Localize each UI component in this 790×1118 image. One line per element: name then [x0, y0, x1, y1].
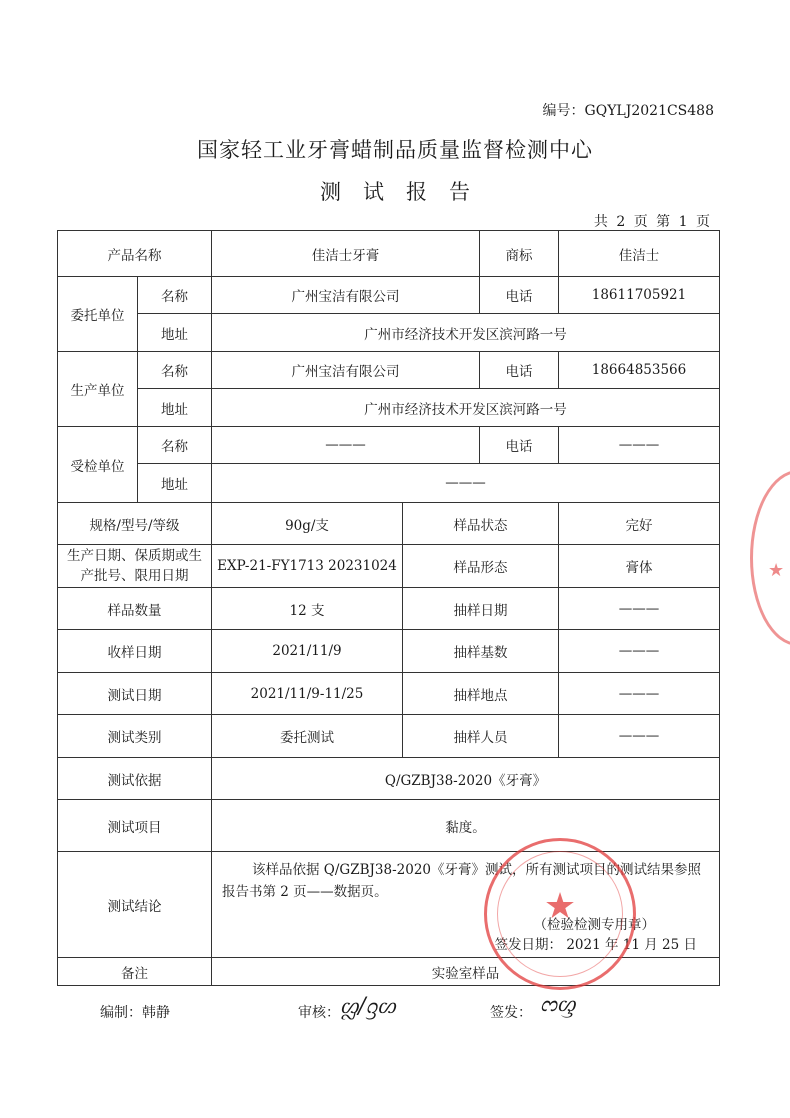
product-name-label: 产品名称 [58, 231, 212, 277]
spec-label: 规格/型号/等级 [58, 503, 212, 545]
test-conclusion-cell [212, 852, 720, 958]
signature-row [100, 992, 740, 1028]
test-date-value: 2021/11/9-11/25 [212, 673, 403, 715]
client-address-value: 广州市经济技术开发区滨河路一号 [212, 314, 720, 352]
row-test-date [58, 673, 720, 715]
inspected-phone-label: 电话 [480, 427, 559, 464]
test-basis-value: Q/GZBJ38-2020《牙膏》 [212, 758, 720, 800]
trademark-value: 佳洁士 [559, 231, 720, 277]
remarks-label: 备注 [58, 958, 212, 986]
inspected-name-label: 名称 [138, 427, 212, 464]
test-conclusion-label: 测试结论 [58, 852, 212, 958]
row-prod-date [58, 545, 720, 588]
sample-status-value: 完好 [559, 503, 720, 545]
row-sample-qty [58, 588, 720, 630]
conclusion-date: 签发日期： 2021 年 11 月 25 日 [494, 936, 697, 953]
sampler-label: 抽样人员 [403, 715, 559, 758]
sampler-value: ——— [559, 715, 720, 758]
producer-name-label: 名称 [138, 352, 212, 389]
row-spec [58, 503, 720, 545]
report-number: 编号：GQYLJ2021CS488 [542, 103, 714, 119]
compiler-label: 编制： [100, 1005, 142, 1021]
prod-date-label-line2: 产批号、限用日期 [80, 568, 189, 584]
row-test-item [58, 800, 720, 852]
sample-qty-label: 样品数量 [58, 588, 212, 630]
sampling-date-value: ——— [559, 588, 720, 630]
test-basis-label: 测试依据 [58, 758, 212, 800]
page-info: 共 2 页 第 1 页 [593, 214, 712, 230]
row-producer-name [58, 352, 720, 389]
issuer-signature: ᦂᦐ [540, 992, 576, 1017]
row-remarks [58, 958, 720, 986]
row-producer-address [58, 389, 720, 427]
sampling-place-value: ——— [559, 673, 720, 715]
conclusion-paragraph [216, 857, 715, 903]
remarks-value: 实验室样品 [212, 958, 720, 986]
inspected-name-value: ——— [212, 427, 480, 464]
client-address-label: 地址 [138, 314, 212, 352]
producer-phone-label: 电话 [480, 352, 559, 389]
edge-seal-star-icon: ★ [768, 560, 785, 581]
prod-date-label [58, 545, 212, 588]
row-inspected-name [58, 427, 720, 464]
edge-seal [750, 470, 790, 646]
producer-address-value: 广州市经济技术开发区滨河路一号 [212, 389, 720, 427]
row-test-type [58, 715, 720, 758]
test-type-label: 测试类别 [58, 715, 212, 758]
producer-address-label: 地址 [138, 389, 212, 427]
row-client-name [58, 277, 720, 314]
row-inspected-address [58, 464, 720, 503]
seal-star-icon: ★ [543, 886, 577, 927]
org-title: 国家轻工业牙膏蜡制品质量监督检测中心 [197, 138, 593, 162]
row-client-address [58, 314, 720, 352]
inspected-phone-value: ——— [559, 427, 720, 464]
inspected-unit-label: 受检单位 [58, 427, 138, 503]
sampling-date-label: 抽样日期 [403, 588, 559, 630]
test-item-label: 测试项目 [58, 800, 212, 852]
row-test-basis [58, 758, 720, 800]
sample-form-value: 膏体 [559, 545, 720, 588]
issuer-label: 签发： [490, 1005, 532, 1021]
inspected-address-label: 地址 [138, 464, 212, 503]
sample-form-label: 样品形态 [403, 545, 559, 588]
sample-qty-value: 12 支 [212, 588, 403, 630]
reviewer-signature: ᦜ/ᦋᦠ [340, 994, 396, 1019]
test-item-value: 黏度。 [212, 800, 720, 852]
client-phone-label: 电话 [480, 277, 559, 314]
conclusion-seal-text: （检验检测专用章） [533, 916, 655, 933]
row-receipt-date [58, 630, 720, 673]
producer-phone-value: 18664853566 [559, 352, 720, 389]
client-name-value: 广州宝洁有限公司 [212, 277, 480, 314]
sampling-place-label: 抽样地点 [403, 673, 559, 715]
client-name-label: 名称 [138, 277, 212, 314]
producer-name-value: 广州宝洁有限公司 [212, 352, 480, 389]
reviewer-label: 审核： [298, 1005, 340, 1021]
sample-status-label: 样品状态 [403, 503, 559, 545]
receipt-date-label: 收样日期 [58, 630, 212, 673]
doc-title: 测试报告 [320, 180, 492, 204]
prod-date-value: EXP-21-FY1713 20231024 [212, 545, 403, 588]
sampling-base-value: ——— [559, 630, 720, 673]
test-type-value: 委托测试 [212, 715, 403, 758]
trademark-label: 商标 [480, 231, 559, 277]
client-phone-value: 18611705921 [559, 277, 720, 314]
official-seal [484, 838, 636, 990]
test-date-label: 测试日期 [58, 673, 212, 715]
inspected-address-value: ——— [212, 464, 720, 503]
product-name-value: 佳洁士牙膏 [212, 231, 480, 277]
conclusion-text: 该样品依据 Q/GZBJ38-2020《牙膏》测试，所有测试项目的测试结果参照报告书第 2 页——数据页。 [222, 861, 701, 900]
receipt-date-value: 2021/11/9 [212, 630, 403, 673]
prod-date-label-line1: 生产日期、保质期或生 [67, 548, 202, 564]
producer-unit-label: 生产单位 [58, 352, 138, 427]
sampling-base-label: 抽样基数 [403, 630, 559, 673]
client-unit-label: 委托单位 [58, 277, 138, 352]
compiler-name: 韩静 [142, 1005, 170, 1021]
row-product-name [58, 231, 720, 277]
spec-value: 90g/支 [212, 503, 403, 545]
